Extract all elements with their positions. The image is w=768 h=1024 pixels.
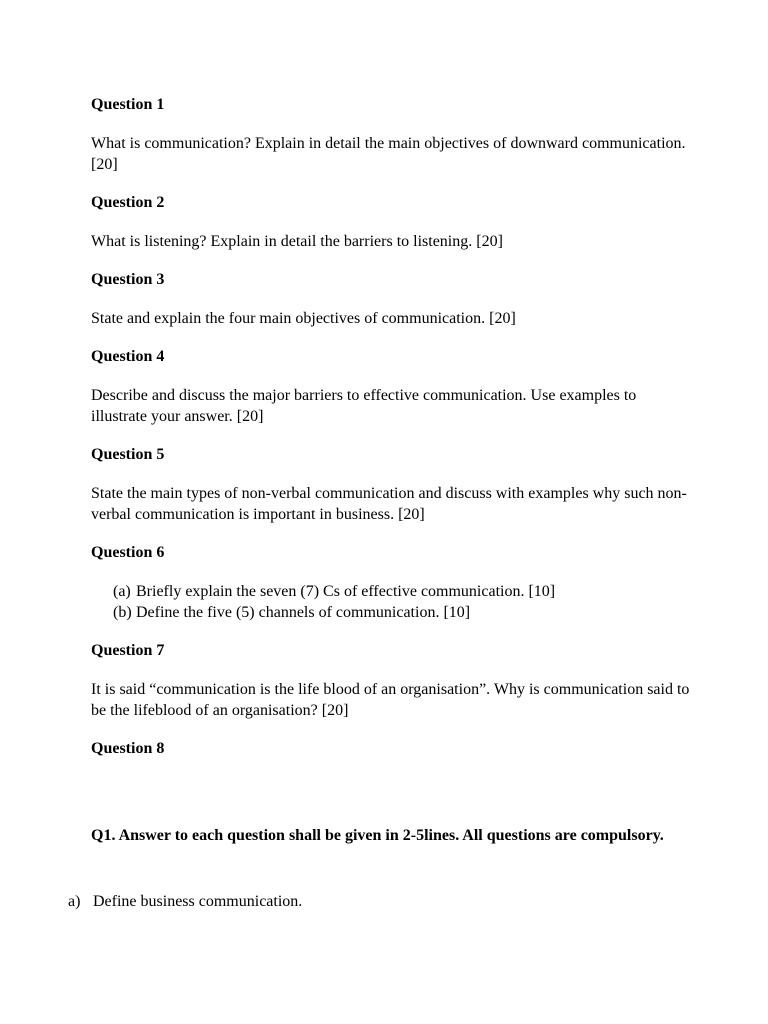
item-marker: (b)	[113, 604, 132, 621]
item-text: Briefly explain the seven (7) Cs of effective communication. [10]	[136, 583, 556, 600]
question-3-text: State and explain the four main objectives of communication. [20]	[91, 310, 516, 327]
item-marker: a)	[68, 893, 81, 910]
item-marker: (a)	[113, 583, 131, 600]
question-2-text: What is listening? Explain in detail the barriers to listening. [20]	[91, 233, 503, 250]
question-6-subitems	[91, 581, 691, 623]
item-text: Define the five (5) channels of communication. [10]	[136, 604, 471, 621]
question-4-text: Describe and discuss the major barriers to effective communication. Use examples to illustrate your answer. [20]	[91, 387, 637, 425]
question-5-heading: Question 5	[91, 446, 165, 463]
question-1-heading: Question 1	[91, 96, 165, 113]
question-3-heading: Question 3	[91, 271, 165, 288]
spacer	[91, 777, 691, 825]
question-7-text: It is said “communication is the life blood of an organisation”. Why is communication said to be the lifeblood of an organisation? [20]	[91, 681, 690, 719]
item-text: Define business communication.	[93, 893, 303, 910]
document-content	[91, 94, 691, 863]
question-5-text: State the main types of non-verbal communication and discuss with examples why such non-verbal communication is important in business. [20]	[91, 485, 687, 523]
question-1-text: What is communication? Explain in detail the main objectives of downward communication. [20]	[91, 135, 686, 173]
question-6-item-b	[113, 602, 691, 623]
question-4-heading: Question 4	[91, 348, 165, 365]
question-6-heading: Question 6	[91, 544, 165, 561]
instruction-text: Q1. Answer to each question shall be given in 2-5lines. All questions are compulsory.	[91, 827, 664, 844]
question-6-item-a	[113, 581, 691, 602]
list-item-a	[68, 891, 302, 912]
question-7-heading: Question 7	[91, 642, 165, 659]
question-2-heading: Question 2	[91, 194, 165, 211]
question-8-heading: Question 8	[91, 740, 165, 757]
